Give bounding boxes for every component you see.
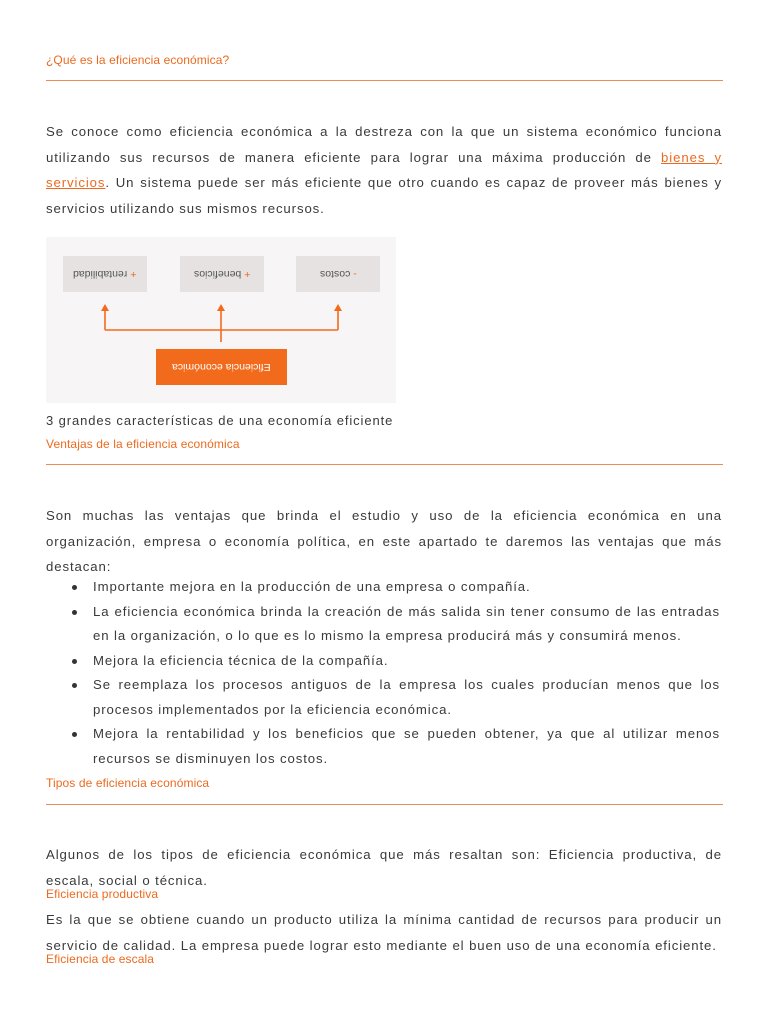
bullet-icon <box>72 732 77 737</box>
bullet-icon <box>72 585 77 590</box>
subheading-eficiencia-escala: Eficiencia de escala <box>46 952 155 966</box>
list-item: Mejora la eficiencia técnica de la compañía. <box>46 649 722 674</box>
eficiencia-productiva-text: Es la que se obtiene cuando un producto utiliza la mínima cantidad de recursos para producir un servicio de calidad. La empresa puede lograr esto mediante el buen uso de una economía eficiente. <box>46 912 722 953</box>
beneficios-label: + beneficios <box>193 268 251 280</box>
bullet-icon <box>72 610 77 615</box>
efficiency-diagram <box>46 237 396 403</box>
bullet-icon <box>72 659 77 664</box>
eficiencia-economica-label: Eficiencia económica <box>172 361 271 373</box>
section-heading-que-es: ¿Qué es la eficiencia económica? <box>46 53 230 67</box>
section-heading-tipos: Tipos de eficiencia económica <box>46 776 210 790</box>
diagram-caption: 3 grandes características de una economía eficiente <box>46 413 394 428</box>
heading-divider <box>46 464 723 465</box>
subheading-eficiencia-productiva: Eficiencia productiva <box>46 887 159 901</box>
list-item: Mejora la rentabilidad y los beneficios que se pueden obtener, ya que al utilizar menos recursos se disminuyen los costos. <box>46 722 722 771</box>
intro-text: Se conoce como eficiencia económica a la destreza con la que un sistema económico funciona utilizando sus recursos de manera eficiente para lograr una máxima producción de <box>46 124 722 165</box>
bienes-servicios-link[interactable]: bienes y servicios <box>46 149 722 190</box>
intro-paragraph <box>46 119 722 221</box>
ventajas-intro: Son muchas las ventajas que brinda el estudio y uso de la eficiencia económica en una organización, empresa o economía política, en este apartado te daremos las ventajas que más destacan: <box>46 508 722 574</box>
heading-divider <box>46 80 723 81</box>
bullet-icon <box>72 683 77 688</box>
intro-text-cont: . Un sistema puede ser más eficiente que otro cuando es capaz de proveer más bienes y servicios utilizando sus mismos recursos. <box>46 175 722 216</box>
list-item: Se reemplaza los procesos antiguos de la empresa los cuales producían menos que los procesos implementados por la eficiencia económica. <box>46 673 722 722</box>
rentabilidad-label: + rentabilidad <box>73 268 137 280</box>
costos-label: - costos <box>319 268 357 280</box>
heading-divider <box>46 804 723 805</box>
section-heading-ventajas: Ventajas de la eficiencia económica <box>46 437 240 451</box>
list-item: Importante mejora en la producción de una empresa o compañía. <box>46 575 722 600</box>
tipos-intro: Algunos de los tipos de eficiencia económica que más resaltan son: Eficiencia productiva, de escala, social o técnica. <box>46 847 722 888</box>
list-item: La eficiencia económica brinda la creación de más salida sin tener consumo de las entradas en la organización, o lo que es lo mismo la empresa producirá más y consumirá menos. <box>46 600 722 649</box>
eficiencia-economica-box <box>156 349 287 385</box>
ventajas-list <box>46 575 722 771</box>
